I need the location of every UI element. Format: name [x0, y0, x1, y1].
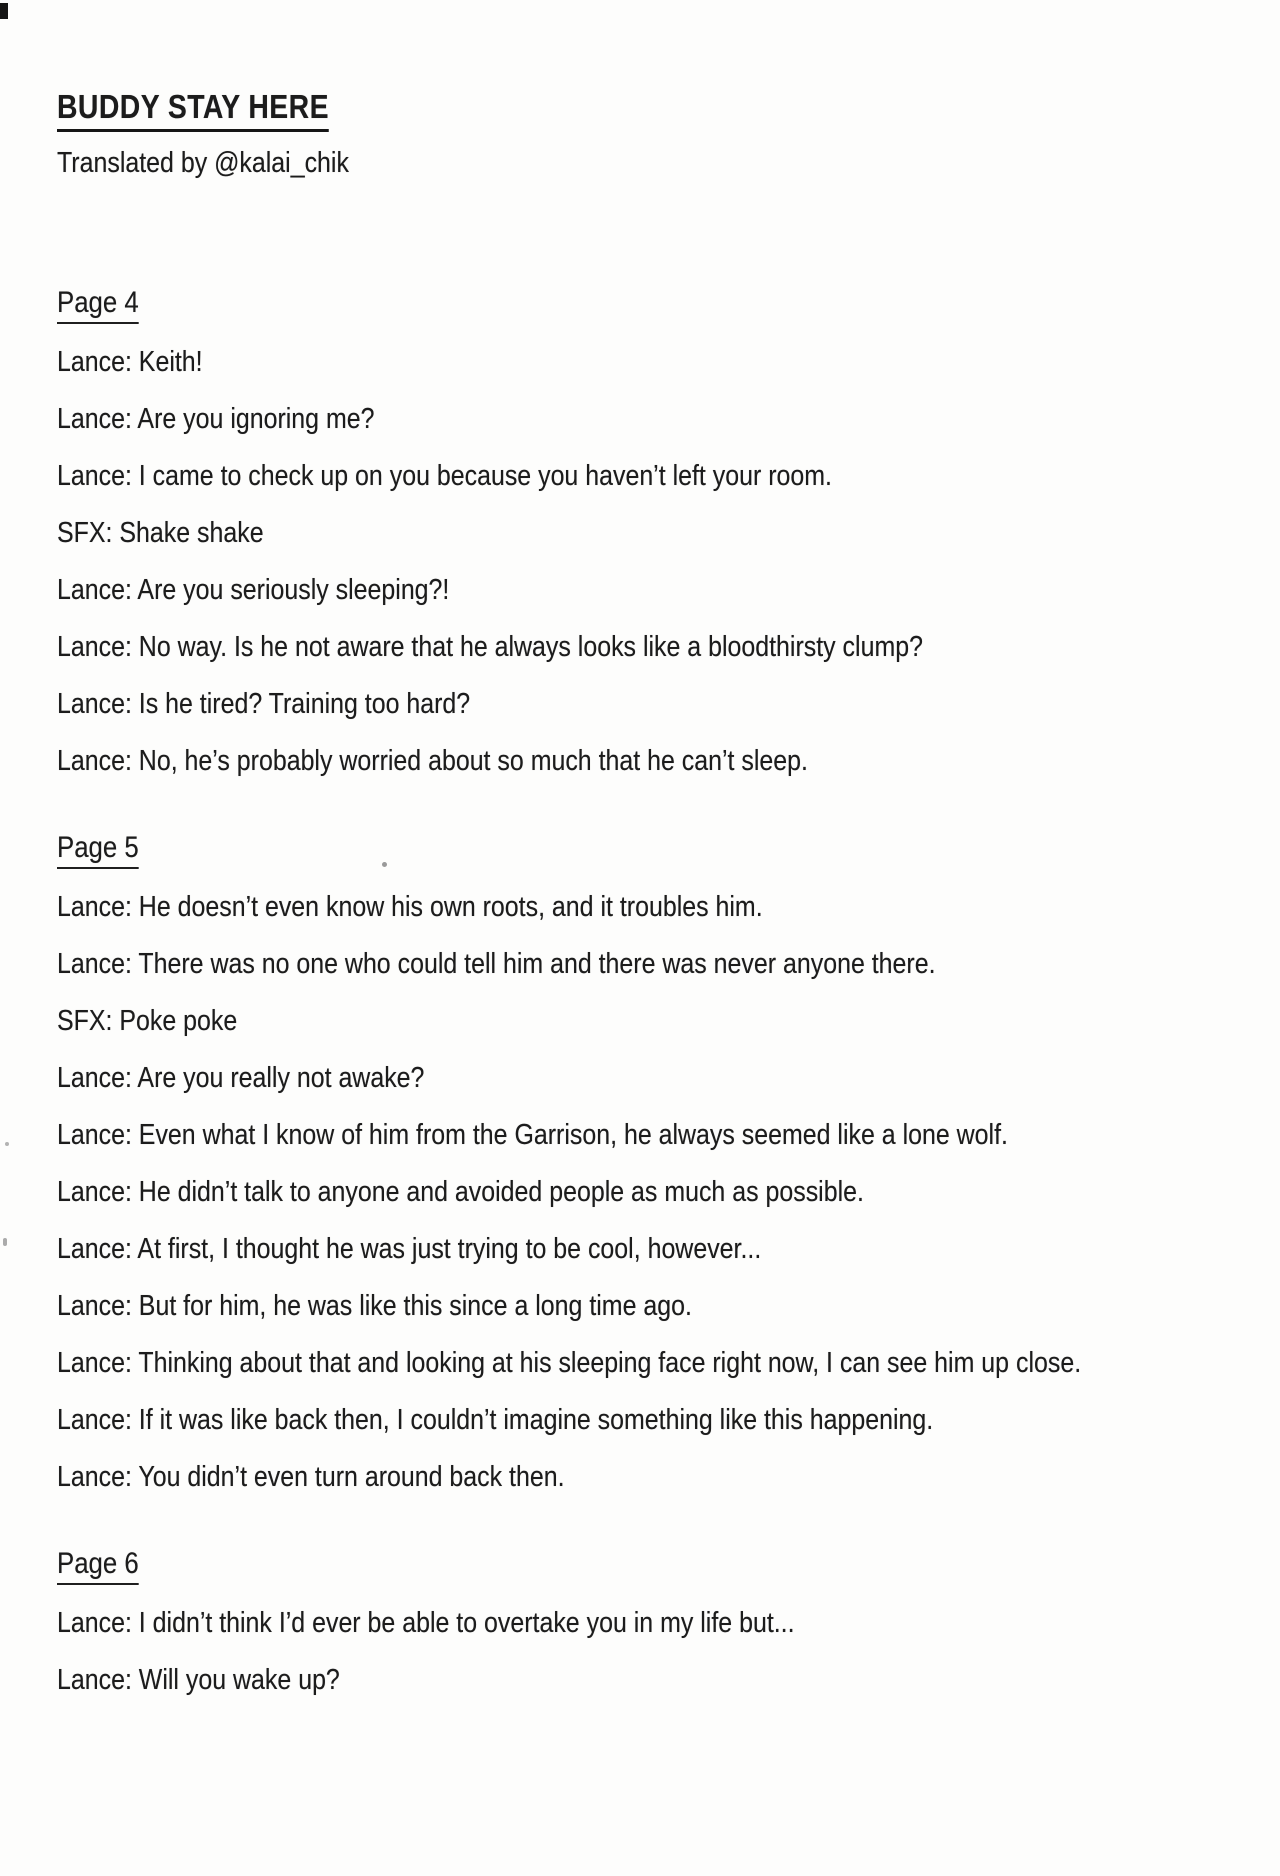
- script-line: Lance: Are you ignoring me?: [57, 403, 375, 435]
- script-line: Lance: Even what I know of him from the Garrison, he always seemed like a lone wolf.: [57, 1119, 1008, 1151]
- script-line: SFX: Poke poke: [57, 1005, 238, 1037]
- script-line: Lance: You didn’t even turn around back then.: [57, 1461, 565, 1493]
- section-page-5: [57, 831, 1223, 1494]
- script-line: Lance: No, he’s probably worried about so much that he can’t sleep.: [57, 745, 808, 777]
- script-line: Lance: Will you wake up?: [57, 1664, 340, 1696]
- document-subtitle-text: Translated by @kalai_chik: [57, 147, 349, 179]
- script-line: Lance: No way. Is he not aware that he always looks like a bloodthirsty clump?: [57, 631, 923, 663]
- script-line: Lance: But for him, he was like this since a long time ago.: [57, 1290, 692, 1322]
- script-line: Lance: At first, I thought he was just trying to be cool, however...: [57, 1233, 762, 1265]
- script-line: Lance: There was no one who could tell him and there was never anyone there.: [57, 948, 936, 980]
- section-heading-page-5: Page 5: [57, 831, 1223, 869]
- section-page-6: [57, 1547, 1223, 1697]
- script-line: Lance: Thinking about that and looking at his sleeping face right now, I can see him up close.: [57, 1347, 1082, 1379]
- script-line: Lance: Keith!: [57, 346, 203, 378]
- scan-speck: [382, 862, 387, 867]
- document-title-text: BUDDY STAY HERE: [57, 88, 329, 132]
- script-line: Lance: He doesn’t even know his own roots, and it troubles him.: [57, 891, 763, 923]
- script-line: Lance: He didn’t talk to anyone and avoided people as much as possible.: [57, 1176, 864, 1208]
- script-line: Lance: I came to check up on you because you haven’t left your room.: [57, 460, 832, 492]
- script-line: SFX: Shake shake: [57, 517, 264, 549]
- scan-speck: [3, 1238, 7, 1246]
- document-title: [57, 88, 1223, 132]
- section-page-4: [57, 286, 1223, 778]
- script-line: Lance: Are you really not awake?: [57, 1062, 425, 1094]
- section-heading-page-6: Page 6: [57, 1547, 1223, 1585]
- scan-artifact-corner-mark: [0, 3, 8, 19]
- scan-speck: [5, 1142, 9, 1146]
- script-line: Lance: I didn’t think I’d ever be able to overtake you in my life but...: [57, 1607, 795, 1639]
- script-line: Lance: If it was like back then, I couldn’t imagine something like this happening.: [57, 1404, 934, 1436]
- script-line: Lance: Are you seriously sleeping?!: [57, 574, 450, 606]
- document-subtitle: [57, 146, 1223, 180]
- document-header: [57, 88, 1223, 180]
- section-heading-page-4: Page 4: [57, 286, 1223, 324]
- script-line: Lance: Is he tired? Training too hard?: [57, 688, 471, 720]
